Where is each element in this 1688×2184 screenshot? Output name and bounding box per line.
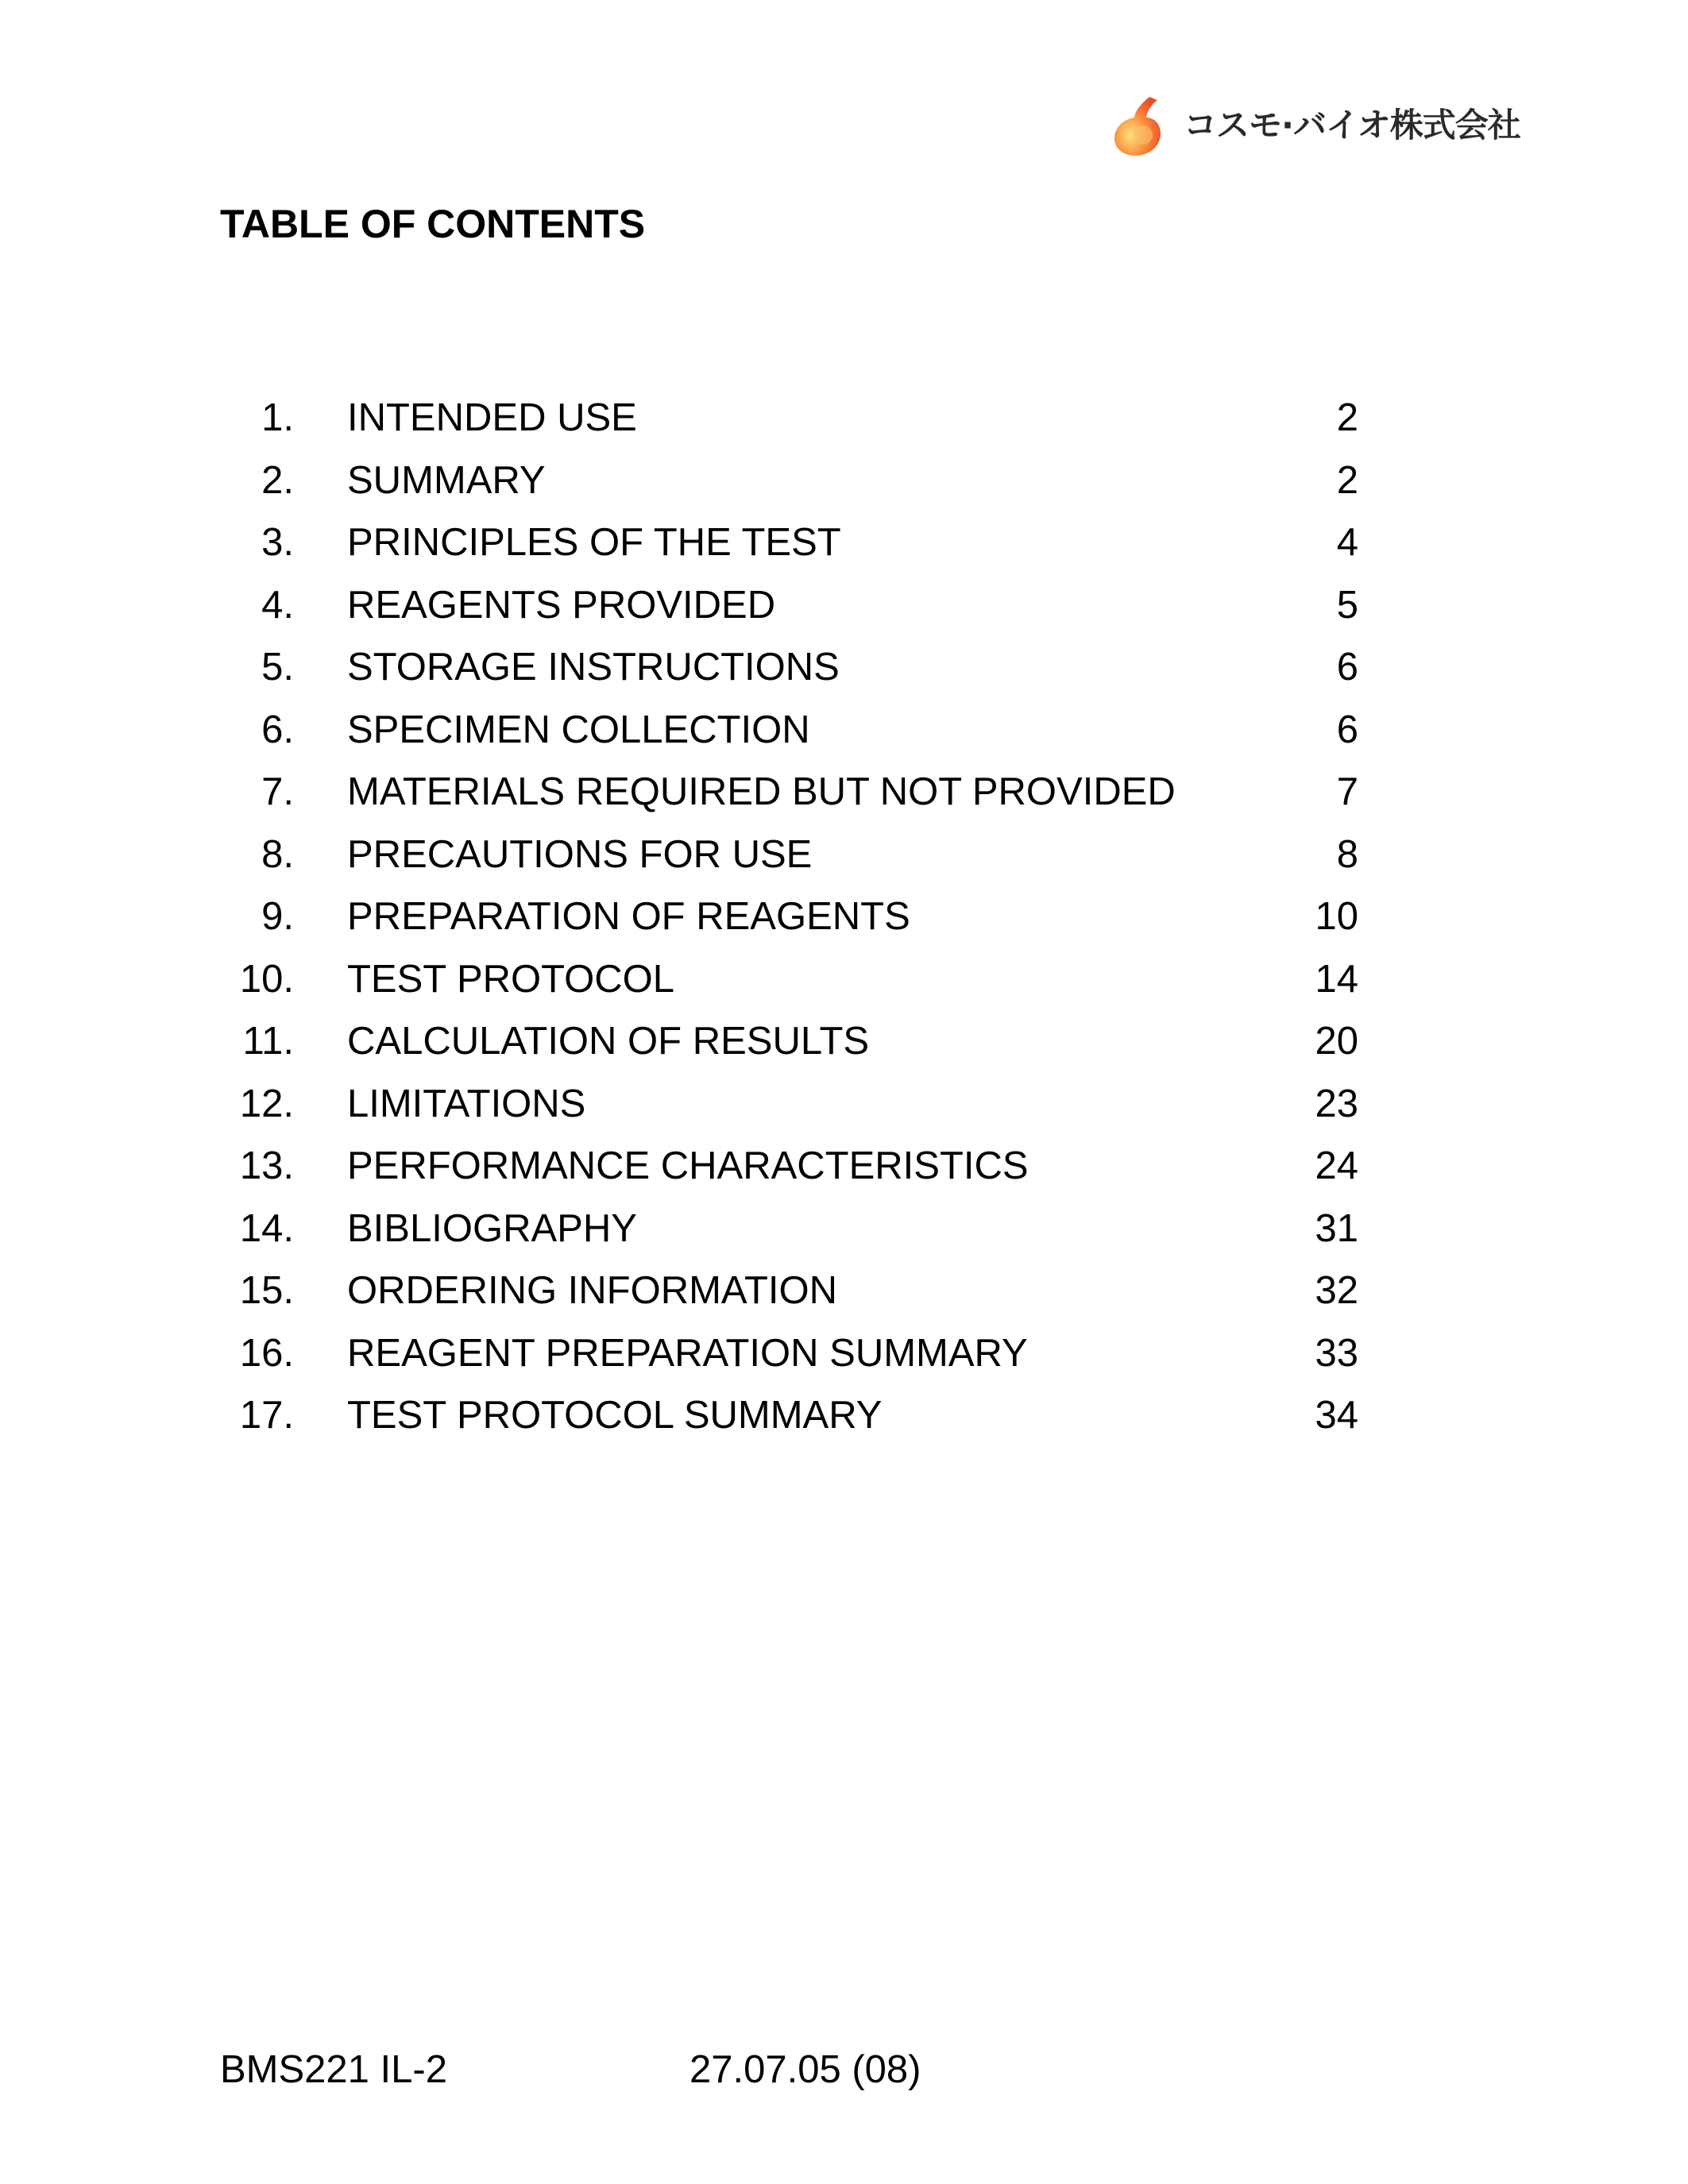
toc-entry-number: 12. [239,1082,294,1125]
toc-entry-page: 33 [1315,1331,1358,1375]
toc-entry [0,1079,1688,1142]
toc-entry [0,393,1688,456]
toc-entry [0,456,1688,519]
toc-entry [0,1017,1688,1079]
toc-entry [0,642,1688,705]
footer-date: 27.07.05 (08) [689,2048,921,2091]
toc-entry-page: 5 [1336,583,1358,627]
toc-entry-page: 31 [1315,1206,1358,1250]
toc-entry-title: LIMITATIONS [347,1082,586,1125]
toc-entry-page: 24 [1315,1144,1358,1187]
toc-entry [0,1141,1688,1204]
toc-entry-number: 14. [239,1206,294,1250]
footer-document-code: BMS221 IL-2 [220,2048,447,2091]
page-title: TABLE OF CONTENTS [220,202,646,246]
toc-entry-page: 8 [1336,832,1358,876]
toc-entry-number: 9. [261,895,294,938]
toc-entry-number: 11. [242,1020,294,1063]
logo-flame-icon [1108,94,1172,157]
toc-entry-number: 10. [239,957,294,1001]
toc-entry-title: PRECAUTIONS FOR USE [347,832,813,876]
toc-entry-page: 10 [1315,895,1358,938]
toc-entry [0,581,1688,643]
toc-entry-title: PRINCIPLES OF THE TEST [347,521,841,564]
toc-entry-title: STORAGE INSTRUCTIONS [347,646,840,689]
toc-entry [0,1329,1688,1391]
toc-entry-title: MATERIALS REQUIRED BUT NOT PROVIDED [347,770,1176,813]
toc-entry-page: 6 [1336,646,1358,689]
toc-entry [0,1204,1688,1267]
toc-entry-page: 14 [1315,957,1358,1001]
toc-entry-title: CALCULATION OF RESULTS [347,1020,870,1063]
toc-entry-page: 2 [1336,396,1358,439]
toc-entry-page: 4 [1336,521,1358,564]
toc-entry-title: ORDERING INFORMATION [347,1269,838,1312]
toc-entry-number: 17. [239,1394,294,1437]
toc-entry-title: TEST PROTOCOL [347,957,675,1001]
toc-entry [0,767,1688,830]
toc-entry-number: 15. [239,1269,294,1312]
toc-entry-number: 4. [261,583,294,627]
toc-entry-title: INTENDED USE [347,396,637,439]
toc-entry-number: 7. [261,770,294,813]
toc-entry-number: 16. [239,1331,294,1375]
toc-entry [0,518,1688,581]
toc-entry-page: 23 [1315,1082,1358,1125]
toc-entry-number: 5. [261,646,294,689]
toc-entry-page: 7 [1336,770,1358,813]
company-name: コスモ·バイオ株式会社 [1184,106,1520,145]
toc-entry-title: TEST PROTOCOL SUMMARY [347,1394,883,1437]
toc-entry-page: 34 [1315,1394,1358,1437]
toc-entry-number: 1. [261,396,294,439]
table-of-contents [0,393,1688,1453]
toc-entry-title: SUMMARY [347,458,546,502]
toc-entry [0,892,1688,955]
toc-entry-title: BIBLIOGRAPHY [347,1206,637,1250]
toc-entry-page: 20 [1315,1020,1358,1063]
toc-entry-number: 6. [261,708,294,751]
toc-entry [0,705,1688,768]
toc-entry-page: 32 [1315,1269,1358,1312]
toc-entry-title: REAGENT PREPARATION SUMMARY [347,1331,1028,1375]
toc-entry-title: PERFORMANCE CHARACTERISTICS [347,1144,1029,1187]
toc-entry-page: 6 [1336,708,1358,751]
toc-entry-title: SPECIMEN COLLECTION [347,708,810,751]
company-logo [1108,94,1520,157]
toc-entry-number: 13. [239,1144,294,1187]
toc-entry [0,955,1688,1017]
toc-entry [0,830,1688,893]
toc-entry-title: REAGENTS PROVIDED [347,583,776,627]
toc-entry-page: 2 [1336,458,1358,502]
toc-entry-title: PREPARATION OF REAGENTS [347,895,910,938]
toc-entry-number: 2. [261,458,294,502]
toc-entry-number: 3. [261,521,294,564]
toc-entry [0,1391,1688,1453]
toc-entry-number: 8. [261,832,294,876]
toc-entry [0,1266,1688,1329]
